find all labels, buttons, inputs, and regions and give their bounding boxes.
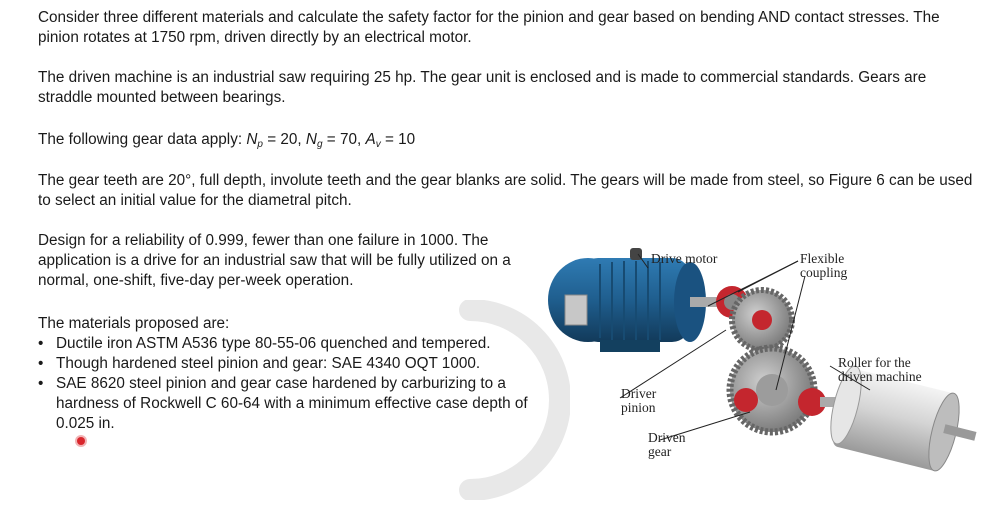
label-flexible-coupling-line1: Flexible: [800, 251, 845, 266]
problem-intro: Consider three different materials and calculate the safety factor for the pinion and gear based on bending AND contact stresses. The pinion rotates at 1750 rpm, driven directly by an electrical motor.: [38, 9, 940, 46]
bullet-icon: •: [38, 335, 44, 352]
gear-teeth-paragraph: The gear teeth are 20°, full depth, involute teeth and the gear blanks are solid. The gears will be made from steel, so Figure 6 can be used to select an initial value for the diametral pitch.: [38, 172, 973, 209]
label-driver-pinion-line2: pinion: [621, 400, 656, 415]
label-driver-pinion-line1: Driver: [621, 386, 657, 401]
gear-data-paragraph: [38, 130, 738, 150]
driver-pinion-icon: [732, 290, 792, 350]
material-text: SAE 8620 steel pinion and gear case hardened by carburizing to a hardness of Rockwell C 60-64 with a minimum effective case depth of 0.025 in.: [56, 375, 528, 432]
driven-machine-paragraph: The driven machine is an industrial saw requiring 25 hp. The gear unit is enclosed and is made to commercial standards. Gears are straddle mounted between bearings.: [38, 69, 927, 106]
av-value: = 10: [380, 131, 416, 148]
av-subscript: v: [375, 139, 381, 150]
label-roller-line1: Roller for the: [838, 355, 911, 370]
pointer-dot-icon: [77, 437, 85, 445]
material-text: Though hardened steel pinion and gear: SAE 4340 OQT 1000.: [56, 355, 481, 372]
ng-symbol: N: [305, 131, 317, 148]
gear-data-prefix: The following gear data apply:: [38, 131, 247, 148]
driven-gear-icon: [730, 348, 814, 432]
materials-heading: The materials proposed are:: [38, 315, 230, 332]
label-drive-motor: Drive motor: [651, 251, 718, 266]
ng-value: = 70,: [322, 131, 366, 148]
np-subscript: p: [257, 139, 263, 150]
material-text: Ductile iron ASTM A536 type 80-55-06 quenched and tempered.: [56, 335, 491, 352]
bullet-icon: •: [38, 375, 44, 392]
np-symbol: N: [246, 131, 258, 148]
label-flexible-coupling-line2: coupling: [800, 265, 848, 280]
label-driven-gear-line1: Driven: [648, 430, 686, 445]
ng-subscript: g: [316, 139, 323, 150]
bullet-icon: •: [38, 355, 44, 372]
av-symbol: A: [365, 131, 376, 148]
label-roller-line2: driven machine: [838, 369, 922, 384]
np-value: = 20,: [262, 131, 306, 148]
reliability-paragraph: Design for a reliability of 0.999, fewer than one failure in 1000. The application is a drive for an industrial saw that will be fully utilized on a normal, one-shift, five-day per-week operation.: [38, 232, 511, 289]
label-driven-gear-line2: gear: [648, 444, 672, 459]
